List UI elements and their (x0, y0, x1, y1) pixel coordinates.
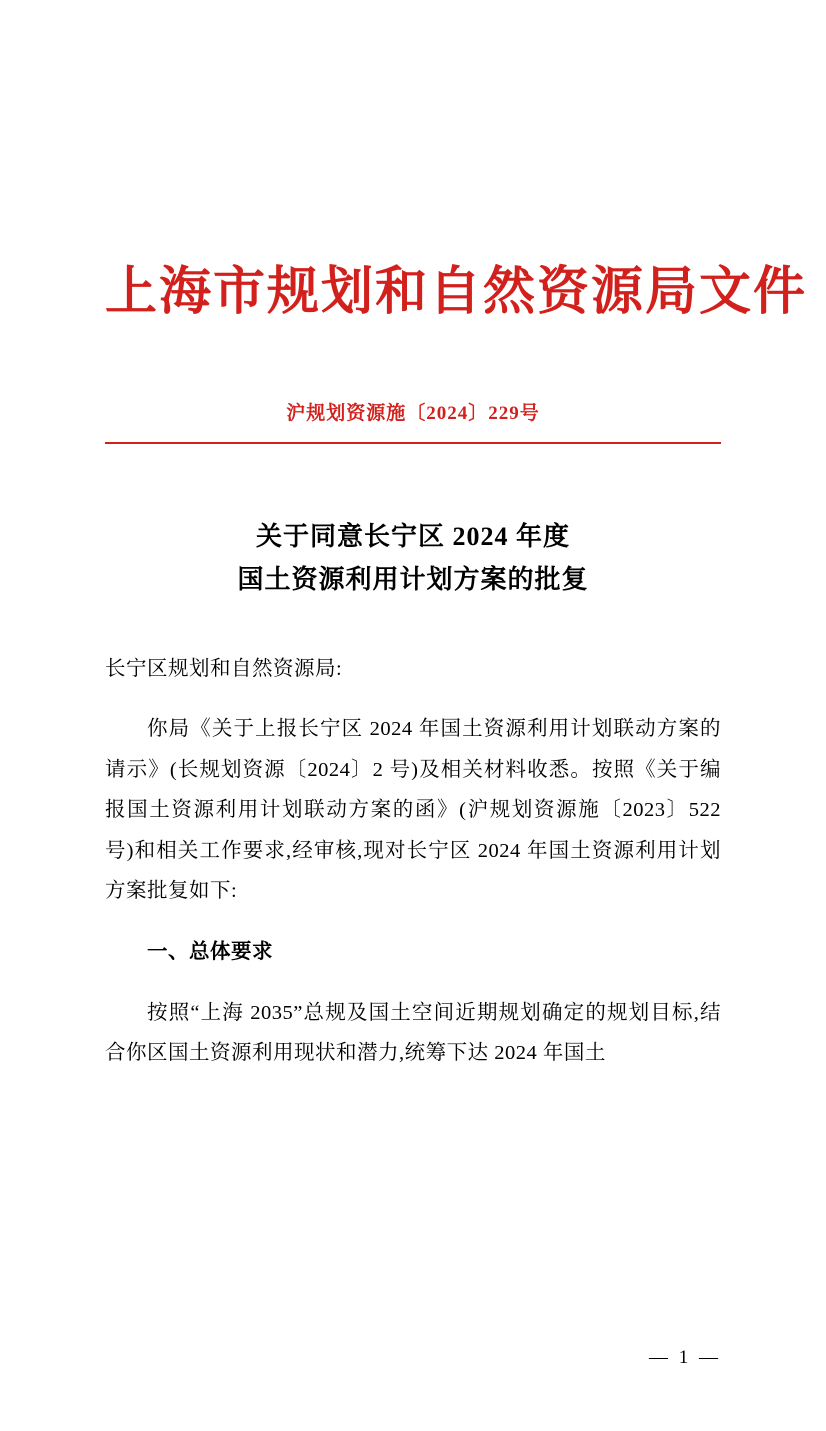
red-divider-rule (105, 442, 721, 444)
body-paragraph-1: 你局《关于上报长宁区 2024 年国土资源利用计划联动方案的请示》(长规划资源〔2024〕2 号)及相关材料收悉。按照《关于编报国土资源利用计划联动方案的函》(沪规划资源施〔2023〕522 号)和相关工作要求,经审核,现对长宁区 2024 年国土资源利用计划方案批复如下: (105, 718, 721, 902)
document-title-line-2: 国土资源利用计划方案的批复 (237, 564, 589, 594)
section-heading-1: 一、总体要求 (147, 940, 274, 963)
page-number: — 1 — (649, 1347, 721, 1368)
document-body (105, 649, 721, 1074)
document-number: 沪规划资源施〔2024〕229号 (286, 403, 540, 425)
document-title-line-1: 关于同意长宁区 2024 年度 (255, 522, 570, 552)
body-paragraph-2: 按照“上海 2035”总规及国土空间近期规划确定的规划目标,结合你区国土资源利用现状和潜力,统筹下达 2024 年国土 (105, 1001, 721, 1065)
document-page (0, 262, 826, 1431)
document-title (105, 516, 721, 600)
recipient-line: 长宁区规划和自然资源局: (105, 657, 343, 680)
document-masthead: 上海市规划和自然资源局文件 (105, 264, 808, 321)
